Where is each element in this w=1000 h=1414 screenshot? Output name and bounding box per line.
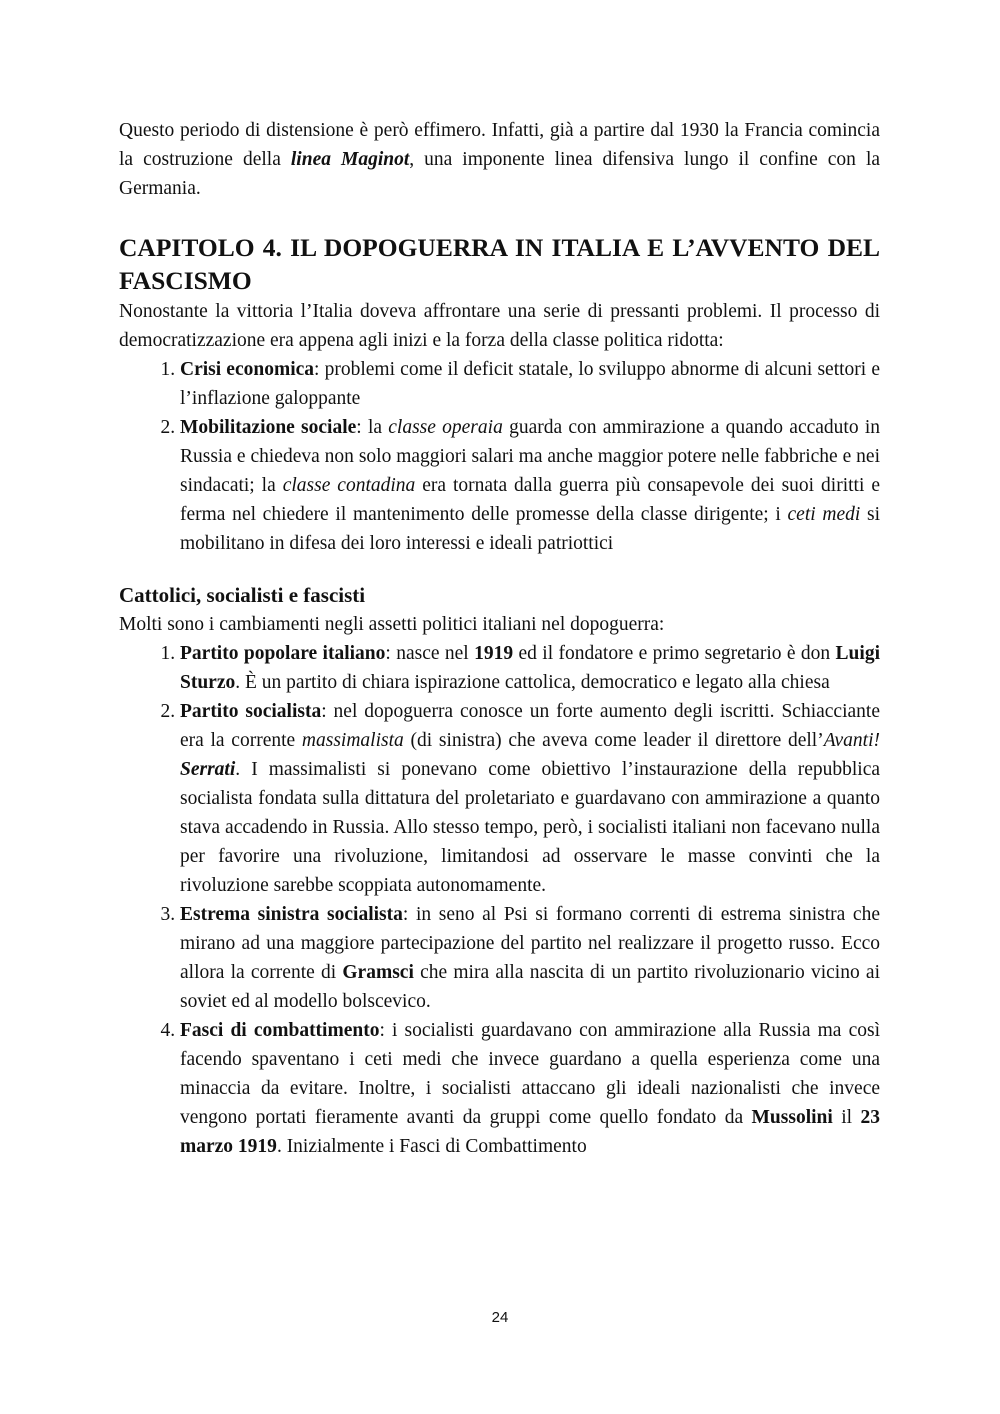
text-run: . È un partito di chiara ispirazione cattolica, democratico e legato alla chiesa xyxy=(235,672,830,693)
list-item xyxy=(180,639,880,697)
bold-text: Mussolini xyxy=(751,1107,833,1128)
list-item xyxy=(180,1016,880,1161)
list-item xyxy=(180,413,880,558)
parties-list xyxy=(119,639,880,1161)
text-run: guarda con ammirazione a quando accaduto in Russia e chiedeva non solo maggiori salari ma anche maggior potere nelle fabbriche e nei sindacati; la xyxy=(180,417,880,496)
text-run: . I massimalisti si ponevano come obiettivo l’instaurazione della repubblica socialista fondata sulla dittatura del proletariato e guardavano con ammirazione a quanto stava accadendo in Russia. Allo stesso tempo, però, i socialisti italiani non facevano nulla per favorire una rivoluzione, limitandosi ad osservare le masse convinti che la rivoluzione sarebbe scoppiata autonomamente. xyxy=(180,759,880,896)
list-term: Partito popolare italiano xyxy=(180,643,386,664)
text-run: Questo periodo di distensione è però effimero. Infatti, già a partire dal 1930 la Francia comincia la costruzione della xyxy=(119,120,880,170)
list-term: Partito socialista xyxy=(180,701,322,722)
emphasis: classe operaia xyxy=(388,417,503,438)
text-run: : la xyxy=(356,417,389,438)
text-run: : in seno al Psi si formano correnti di estrema sinistra che mirano ad una maggiore partecipazione del partito nel realizzare il progetto russo. Ecco allora la corrente di xyxy=(180,904,880,983)
text-run: che mira alla nascita di un partito rivoluzionario vicino ai soviet ed al modello bolscevico. xyxy=(180,962,881,1012)
emphasis: classe contadina xyxy=(282,475,416,496)
text-run: ed il fondatore e primo segretario è don xyxy=(513,643,836,664)
text-run: : nasce nel xyxy=(385,643,475,664)
text-run: il xyxy=(832,1107,861,1128)
intro-paragraph xyxy=(119,116,880,203)
text-run: . Inizialmente i Fasci di Combattimento xyxy=(276,1136,587,1157)
list-item xyxy=(180,355,880,413)
list-term: Estrema sinistra socialista xyxy=(180,904,403,925)
chapter-lead: Nonostante la vittoria l’Italia doveva affrontare una serie di pressanti problemi. Il processo di democratizzazione era appena agli inizi e la forza della classe politica ridotta: xyxy=(119,301,880,351)
text-run: : i socialisti guardavano con ammirazione alla Russia ma così facendo spaventano i ceti medi che invece guardano a quella esperienza come una minaccia da evitare. Inoltre, i socialisti attaccano gli ideali nazionalisti che invece vengono portati fieramente avanti da gruppi come quello fondato da xyxy=(180,1020,880,1128)
bold-text: Luigi Sturzo xyxy=(180,643,880,693)
list-term: Fasci di combattimento xyxy=(180,1020,380,1041)
text-run: si mobilitano in difesa dei loro interessi e ideali patriottici xyxy=(180,504,880,554)
text-run: , una imponente linea difensiva lungo il confine con la Germania. xyxy=(119,149,881,199)
maginot-term: linea Maginot xyxy=(290,149,410,170)
page-content xyxy=(119,116,880,1161)
list-item xyxy=(180,900,880,1016)
problems-list xyxy=(119,355,880,558)
text-run: (di sinistra) che aveva come leader il direttore dell’ xyxy=(403,730,824,751)
chapter-title: CAPITOLO 4. IL DOPOGUERRA IN ITALIA E L’AVVENTO DEL FASCISMO xyxy=(119,233,880,295)
bold-emphasis: Serrati xyxy=(180,759,236,780)
section-title: Cattolici, socialisti e fascisti xyxy=(119,583,366,607)
bold-text: 23 marzo 1919 xyxy=(180,1107,880,1157)
page-number: 24 xyxy=(491,1309,509,1326)
emphasis: massimalista xyxy=(301,730,404,751)
emphasis: ceti medi xyxy=(787,504,861,525)
emphasis: Avanti! xyxy=(823,730,881,751)
bold-text: 1919 xyxy=(474,643,514,664)
bold-text: Gramsci xyxy=(342,962,414,983)
text-run: : problemi come il deficit statale, lo sviluppo abnorme di alcuni settori e l’inflazione galoppante xyxy=(180,359,880,409)
list-term: Crisi economica xyxy=(180,359,315,380)
list-term: Mobilitazione sociale xyxy=(180,417,357,438)
text-run: : nel dopoguerra conosce un forte aumento degli iscritti. Schiacciante era la corrente xyxy=(180,701,880,751)
list-item xyxy=(180,697,880,900)
section-lead: Molti sono i cambiamenti negli assetti politici italiani nel dopoguerra: xyxy=(119,614,665,635)
text-run: era tornata dalla guerra più consapevole dei suoi diritti e ferma nel chiedere il mantenimento delle promesse della classe dirigente; i xyxy=(180,475,880,525)
